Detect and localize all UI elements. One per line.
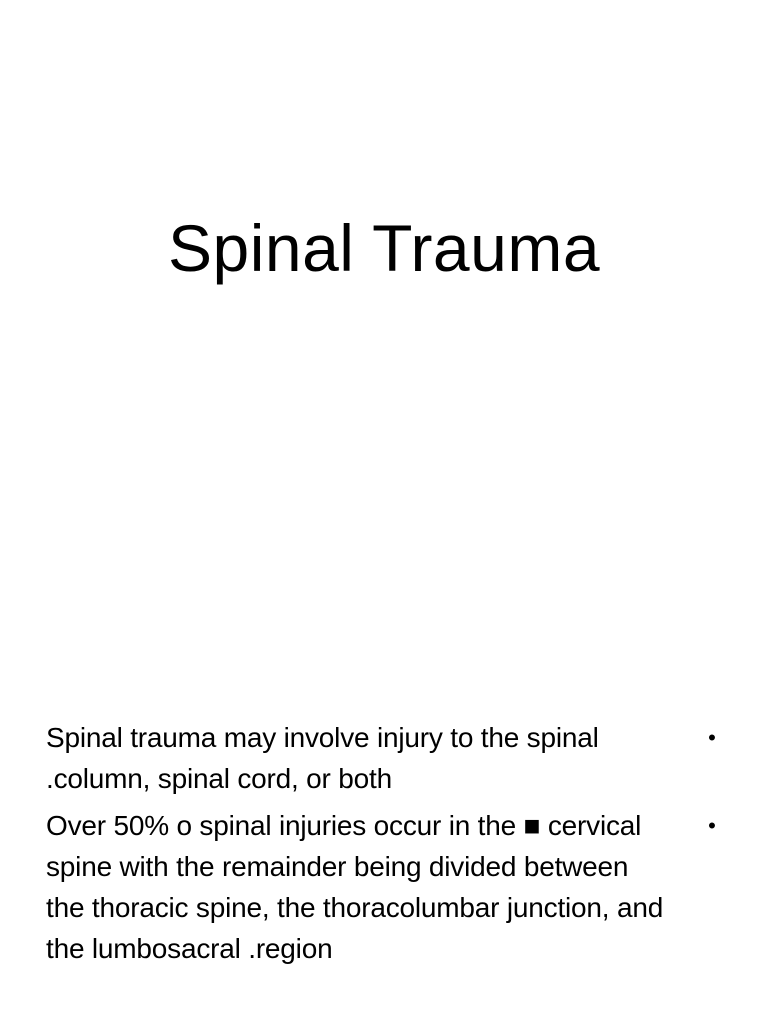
bullet-item <box>46 717 722 799</box>
bullet-text: Over 50% o spinal injuries occur in the ■ cervical spine with the remainder being divided between the thoracic spine, the thoracolumbar junction, and the lumbosacral .region <box>46 810 664 964</box>
bullet-list <box>46 717 722 975</box>
bullet-text: Spinal trauma may involve injury to the spinal .column, spinal cord, or both <box>46 722 599 794</box>
slide-title: Spinal Trauma <box>167 211 601 285</box>
bullet-item <box>46 805 722 969</box>
bullet-dot-icon: • <box>708 813 716 838</box>
bullet-dot-icon: • <box>708 725 716 750</box>
